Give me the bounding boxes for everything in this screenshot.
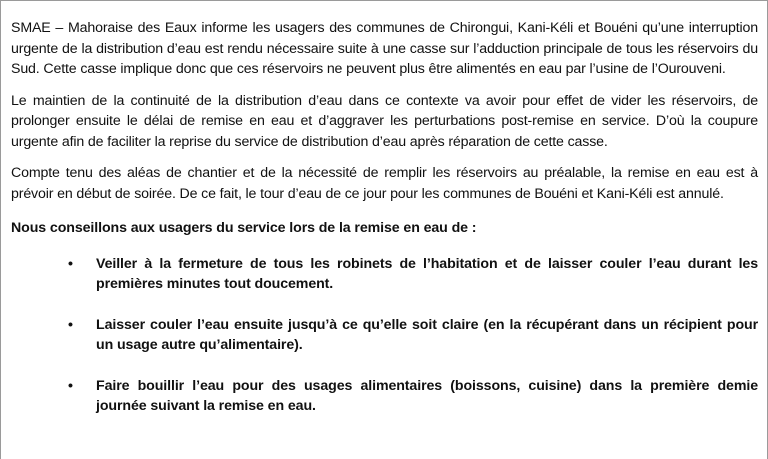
advice-text: Veiller à la fermeture de tous les robinets de l’habitation et de laisser couler l’eau durant les premières minutes tout doucement. [96, 255, 758, 292]
advice-text: Faire bouillir l’eau pour des usages alimentaires (boissons, cuisine) dans la première demie journée suivant la remise en eau. [96, 377, 758, 414]
intro-paragraph: SMAE – Mahoraise des Eaux informe les usagers des communes de Chirongui, Kani-Kéli et Bouéni qu’une interruption urgente de la distribution d’eau est rendu nécessaire suite à une casse sur l’adduction principale de tous les réservoirs du Sud. Cette casse implique donc que ces réservoirs ne peuvent plus être alimentés en eau par l’usine de l’Ourouveni. [11, 20, 758, 77]
bullet-icon: • [68, 255, 73, 272]
advice-text: Laisser couler l’eau ensuite jusqu’à ce qu’elle soit claire (en la récupérant dans un récipient pour un usage autre qu’alimentaire). [96, 316, 758, 353]
advice-item [11, 315, 758, 356]
bullet-icon: • [68, 377, 73, 394]
advice-item [11, 376, 758, 417]
context-paragraph: Le maintien de la continuité de la distribution d’eau dans ce contexte va avoir pour effet de vider les réservoirs, de prolonger ensuite le délai de remise en eau et d’aggraver les perturbations post-remise en service. D’où la coupure urgente afin de faciliter la reprise du service de distribution d’eau après réparation de cette casse. [11, 92, 758, 150]
advice-heading: Nous conseillons aux usagers du service lors de la remise en eau de : [11, 220, 477, 236]
schedule-paragraph: Compte tenu des aléas de chantier et de la nécessité de remplir les réservoirs au préalable, la remise en eau est à prévoir en début de soirée. De ce fait, le tour d’eau de ce jour pour les communes de Bouéni et Kani-Kéli est annulé. [11, 165, 758, 202]
advice-item [11, 254, 758, 295]
advice-list [11, 254, 758, 417]
bullet-icon: • [68, 316, 73, 333]
